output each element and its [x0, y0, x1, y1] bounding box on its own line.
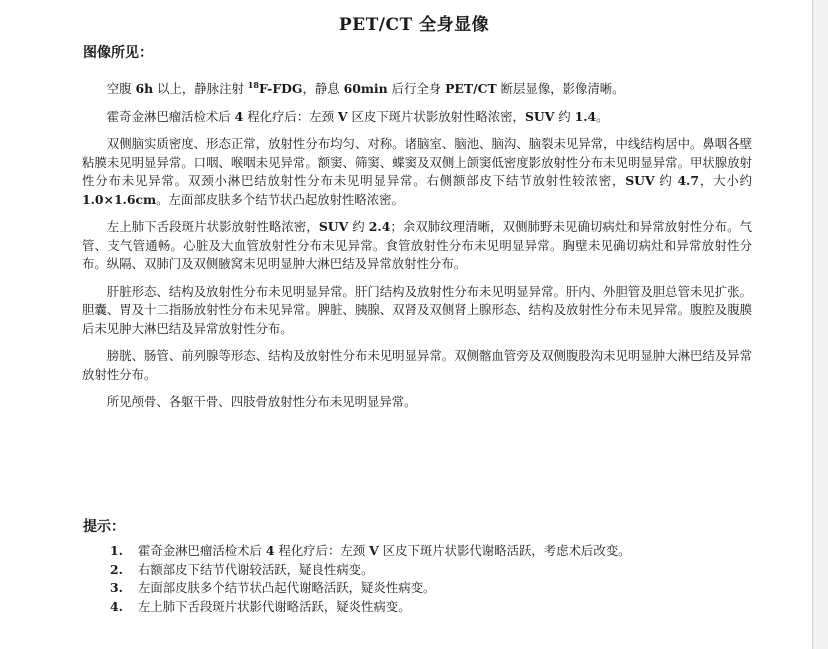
hint-number: 4.: [110, 598, 123, 614]
findings-paragraph-2: 霍奇金淋巴瘤活检术后 4 程化疗后：左颈 V 区皮下斑片状影放射性略浓密，SUV 约 1.4。: [106, 108, 609, 124]
findings-paragraph-4: 左上肺下舌段斑片状影放射性略浓密，SUV 约 2.4；余双肺纹理清晰，双侧肺野未见确切病灶和异常放射性分布。气管、支气管通畅。心脏及大血管放射性分布未见异常。食管放射性分布未见明显异常。胸壁未见确切病灶和异常放射性分布。纵隔、双肺门及双侧腋窝未见明显肿大淋巴结及异常放射性分布。: [82, 219, 752, 272]
hint-text: 左面部皮肤多个结节状凸起代谢略活跃，疑炎性病变。: [138, 580, 436, 595]
findings-body: [82, 76, 752, 421]
viewer-background: [813, 0, 828, 649]
findings-paragraph-7: 所见颅骨、各躯干骨、四肢骨放射性分布未见明显异常。: [106, 394, 417, 410]
hint-number: 1.: [110, 543, 123, 558]
hint-item-1: [110, 542, 750, 561]
hint-item-2: [110, 561, 750, 580]
findings-paragraph-5: 肝脏形态、结构及放射性分布未见明显异常。肝门结构及放射性分布未见明显异常。肝内、外胆管及胆总管未见扩张。胆囊、胃及十二指肠放射性分布未见异常。脾脏、胰腺、双肾及双侧肾上腺形态、结构及放射性分布未见异常。腹腔及腹膜后未见肿大淋巴结及异常放射性分布。: [82, 283, 752, 336]
hint-number: 3.: [110, 580, 123, 595]
hint-list: [110, 542, 750, 616]
hint-text: 左上肺下舌段斑片状影代谢略活跃，疑炎性病变。: [138, 598, 411, 614]
findings-heading: 图像所见：: [83, 45, 153, 61]
findings-paragraph-6: 膀胱、肠管、前列腺等形态、结构及放射性分布未见明显异常。双侧髂血管旁及双侧腹股沟未见明显肿大淋巴结及异常放射性分布。: [82, 348, 752, 382]
report-title: PET/CT 全身显像: [338, 15, 490, 35]
hint-number: 2.: [110, 561, 123, 577]
hint-heading: 提示：: [83, 519, 125, 535]
findings-paragraph-1: 空腹 6h 以上，静脉注射 $^{18}$F-FDG，静息 60min 后行全身 PET/CT 断层显像，影像清晰。: [106, 80, 625, 97]
hint-item-3: [110, 579, 750, 598]
hint-item-4: [110, 598, 750, 617]
hint-text: 霍奇金淋巴瘤活检术后 4 程化疗后：左颈 V 区皮下斑片状影代谢略活跃，考虑术后改变。: [138, 543, 631, 558]
findings-paragraph-3: 双侧脑实质密度、形态正常，放射性分布均匀、对称。诸脑室、脑池、脑沟、脑裂未见异常，中线结构居中。鼻咽各壁粘膜未见明显异常。口咽、喉咽未见异常。额窦、筛窦、蝶窦及双侧上颌窦低密度影放射性分布未见明显异常。甲状腺放射性分布未见异常。双颈小淋巴结放射性分布未见明显异常。右侧额部皮下结节放射性较浓密，SUV 约 4.7，大小约 1.0×1.6cm。左面部皮肤多个结节状凸起放射性略浓密。: [82, 136, 752, 207]
hint-text: 右额部皮下结节代谢较活跃，疑良性病变。: [138, 561, 374, 577]
